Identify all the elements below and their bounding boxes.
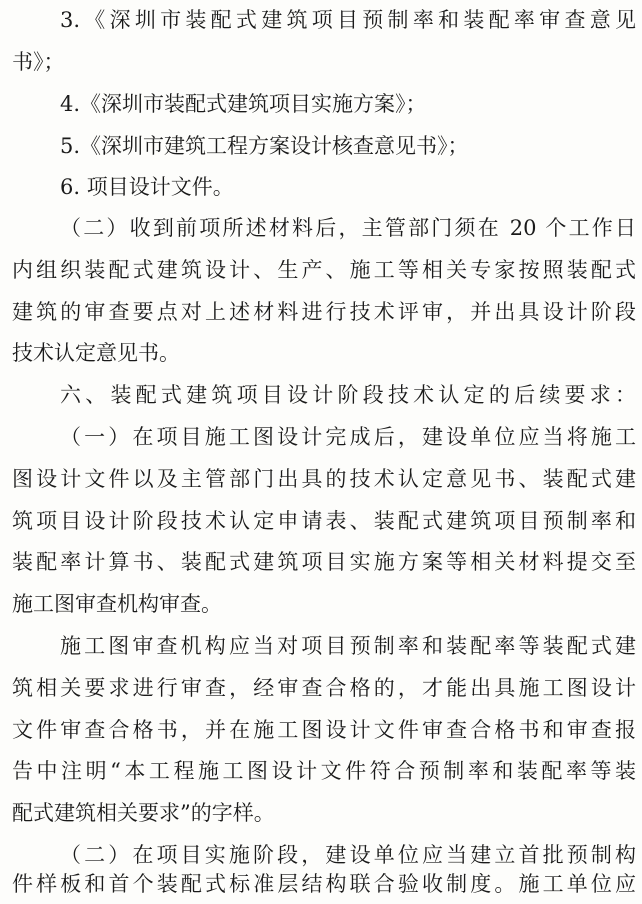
section-heading: 六、装配式建筑项目设计阶段技术认定的后续要求： [60, 383, 636, 407]
text-line: 施工图审查机构审查。 [12, 592, 222, 616]
text-line: 文件审查合格书，并在施工图设计文件审查合格书和审查报 [12, 718, 636, 742]
text-line: 3.《深圳市装配式建筑项目预制率和装配率审查意见 [60, 8, 636, 32]
text-line: （二）在项目实施阶段，建设单位应当建立首批预制构 [60, 843, 636, 867]
text-line: 书》； [12, 50, 65, 74]
text-line: 图设计文件以及主管部门出具的技术认定意见书、装配式建 [12, 467, 636, 491]
text-line: 配式建筑相关要求”的字样。 [12, 801, 275, 825]
text-line: （一）在项目施工图设计完成后，建设单位应当将施工 [60, 425, 636, 449]
text-line: 装配率计算书、装配式建筑项目实施方案等相关材料提交至 [12, 550, 636, 574]
text-line: 6. 项目设计文件。 [60, 175, 234, 199]
text-line: 内组织装配式建筑设计、生产、施工等相关专家按照装配式 [12, 258, 636, 282]
text-line: 建筑的审查要点对上述材料进行技术评审，并出具设计阶段 [12, 300, 636, 324]
text-line: 4.《深圳市装配式建筑项目实施方案》； [60, 92, 427, 116]
text-line: 技术认定意见书。 [12, 341, 180, 365]
text-line: 筑项目设计阶段技术认定申请表、装配式建筑项目预制率和 [12, 509, 636, 533]
text-line: 5.《深圳市建筑工程方案设计核查意见书》； [60, 134, 469, 158]
text-line: 筑相关要求进行审查，经审查合格的，才能出具施工图设计 [12, 676, 636, 700]
text-line: 施工图审查机构应当对项目预制率和装配率等装配式建 [60, 634, 636, 658]
text-line: 件样板和首个装配式标准层结构联合验收制度。施工单位应 [12, 872, 636, 896]
text-line: 告中注明“本工程施工图设计文件符合预制率和装配率等装 [12, 759, 636, 783]
text-line: （二）收到前项所述材料后，主管部门须在 20 个工作日 [60, 216, 636, 240]
